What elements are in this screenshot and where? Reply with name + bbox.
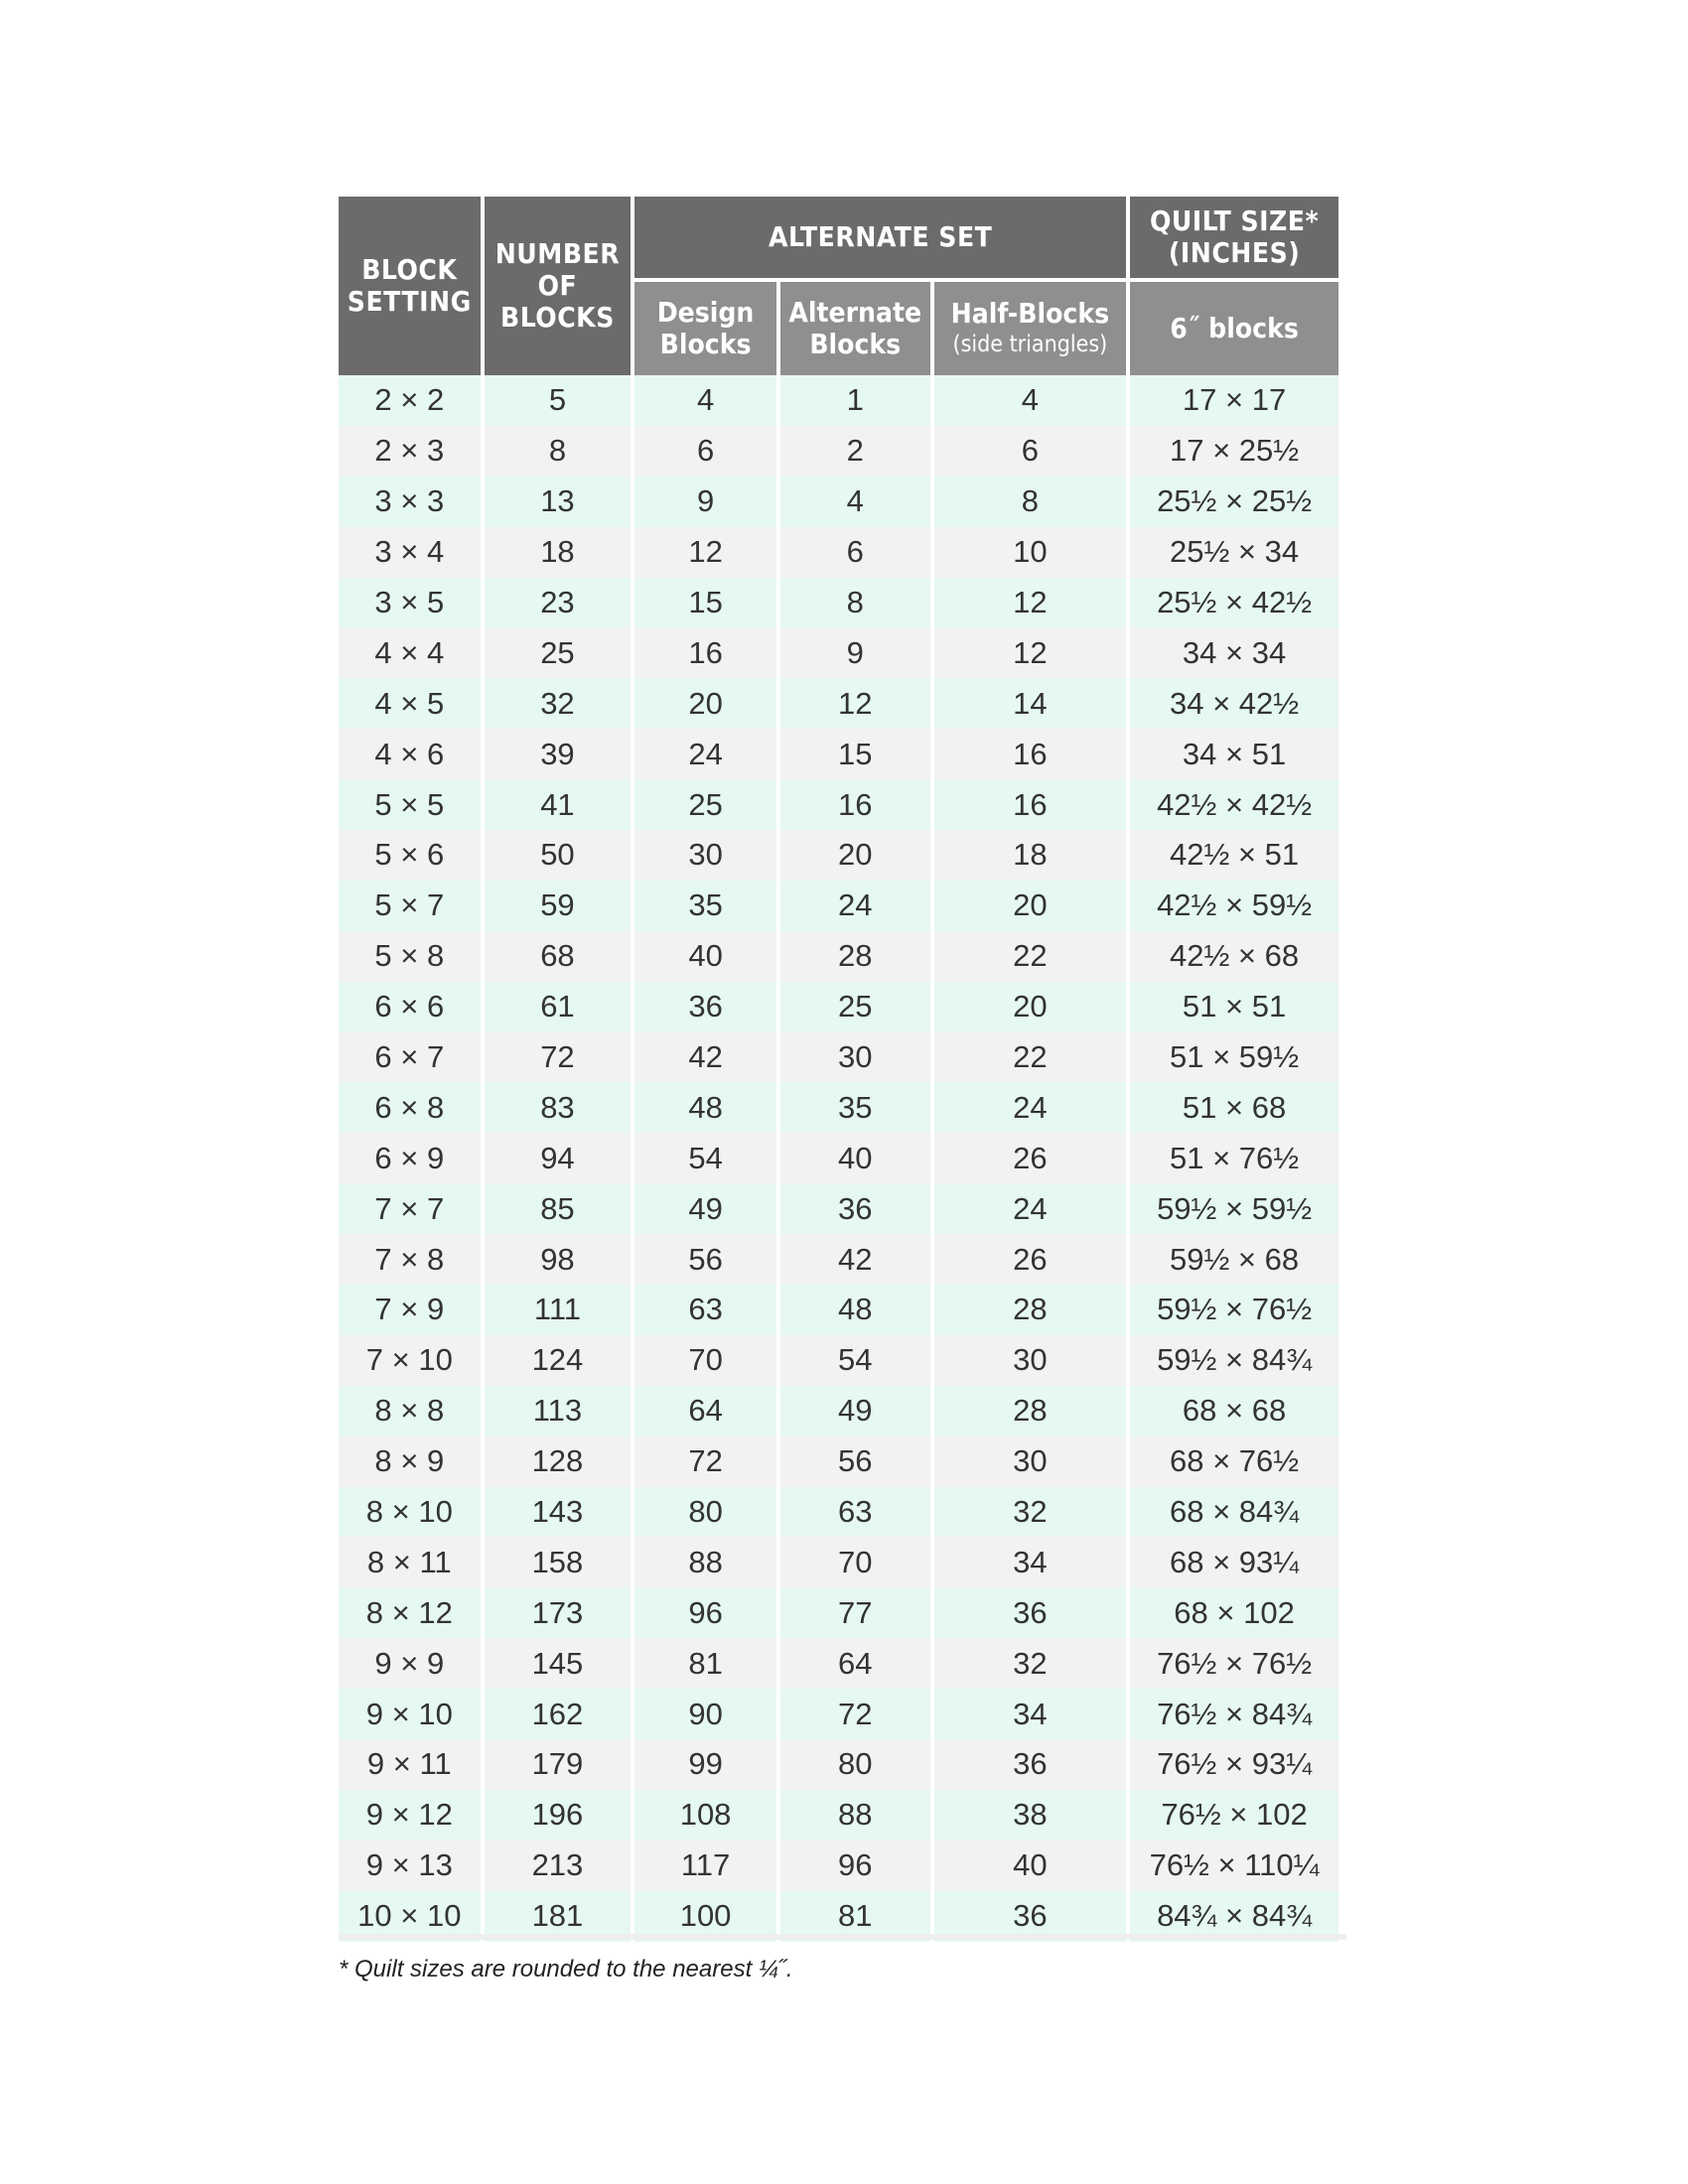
cell-number-of-blocks: 181 xyxy=(485,1891,632,1942)
cell-design-blocks: 88 xyxy=(634,1537,776,1587)
table-body xyxy=(339,375,1338,1942)
cell-number-of-blocks: 124 xyxy=(485,1335,632,1386)
cell-alternate-blocks: 25 xyxy=(780,982,930,1032)
cell-number-of-blocks: 98 xyxy=(485,1234,632,1285)
table-row xyxy=(339,477,1338,527)
cell-half-blocks: 28 xyxy=(934,1285,1127,1335)
table-row xyxy=(339,678,1338,729)
cell-alternate-blocks: 36 xyxy=(780,1183,930,1234)
cell-quilt-size: 25½ × 34 xyxy=(1130,527,1338,578)
cell-half-blocks: 30 xyxy=(934,1436,1127,1487)
cell-design-blocks: 81 xyxy=(634,1638,776,1689)
table-row xyxy=(339,1487,1338,1538)
cell-alternate-blocks: 20 xyxy=(780,830,930,881)
cell-quilt-size: 42½ × 42½ xyxy=(1130,779,1338,830)
cell-block-setting: 9 × 10 xyxy=(339,1689,481,1739)
cell-design-blocks: 16 xyxy=(634,627,776,678)
header-six-inch-blocks: 6˝ blocks xyxy=(1130,278,1338,375)
cell-quilt-size: 76½ × 110¼ xyxy=(1130,1841,1338,1891)
cell-quilt-size: 68 × 76½ xyxy=(1130,1436,1338,1487)
cell-alternate-blocks: 49 xyxy=(780,1386,930,1436)
cell-alternate-blocks: 80 xyxy=(780,1739,930,1790)
cell-alternate-blocks: 28 xyxy=(780,931,930,982)
cell-number-of-blocks: 72 xyxy=(485,1032,632,1083)
cell-alternate-blocks: 56 xyxy=(780,1436,930,1487)
cell-quilt-size: 76½ × 93¼ xyxy=(1130,1739,1338,1790)
table-row xyxy=(339,527,1338,578)
cell-number-of-blocks: 8 xyxy=(485,426,632,477)
cell-alternate-blocks: 24 xyxy=(780,881,930,931)
cell-block-setting: 5 × 6 xyxy=(339,830,481,881)
cell-design-blocks: 96 xyxy=(634,1587,776,1638)
cell-block-setting: 2 × 2 xyxy=(339,375,481,426)
cell-block-setting: 4 × 4 xyxy=(339,627,481,678)
cell-half-blocks: 10 xyxy=(934,527,1127,578)
cell-design-blocks: 117 xyxy=(634,1841,776,1891)
cell-block-setting: 9 × 11 xyxy=(339,1739,481,1790)
cell-quilt-size: 84¾ × 84¾ xyxy=(1130,1891,1338,1942)
cell-quilt-size: 51 × 76½ xyxy=(1130,1133,1338,1183)
cell-design-blocks: 49 xyxy=(634,1183,776,1234)
header-alternate-blocks: Alternate Blocks xyxy=(780,278,930,375)
cell-alternate-blocks: 54 xyxy=(780,1335,930,1386)
cell-design-blocks: 35 xyxy=(634,881,776,931)
cell-design-blocks: 30 xyxy=(634,830,776,881)
cell-half-blocks: 32 xyxy=(934,1487,1127,1538)
table-row xyxy=(339,931,1338,982)
cell-half-blocks: 26 xyxy=(934,1234,1127,1285)
cell-block-setting: 8 × 10 xyxy=(339,1487,481,1538)
cell-number-of-blocks: 32 xyxy=(485,678,632,729)
cell-number-of-blocks: 128 xyxy=(485,1436,632,1487)
cell-block-setting: 10 × 10 xyxy=(339,1891,481,1942)
table-row xyxy=(339,1234,1338,1285)
cell-quilt-size: 59½ × 68 xyxy=(1130,1234,1338,1285)
cell-number-of-blocks: 179 xyxy=(485,1739,632,1790)
cell-half-blocks: 26 xyxy=(934,1133,1127,1183)
cell-design-blocks: 25 xyxy=(634,779,776,830)
cell-block-setting: 9 × 9 xyxy=(339,1638,481,1689)
cell-alternate-blocks: 35 xyxy=(780,1082,930,1133)
cell-alternate-blocks: 96 xyxy=(780,1841,930,1891)
cell-quilt-size: 17 × 17 xyxy=(1130,375,1338,426)
table-row xyxy=(339,830,1338,881)
table-row xyxy=(339,578,1338,628)
table-row xyxy=(339,1790,1338,1841)
cell-quilt-size: 51 × 68 xyxy=(1130,1082,1338,1133)
cell-design-blocks: 56 xyxy=(634,1234,776,1285)
table-row xyxy=(339,1285,1338,1335)
cell-design-blocks: 36 xyxy=(634,982,776,1032)
cell-alternate-blocks: 42 xyxy=(780,1234,930,1285)
cell-alternate-blocks: 81 xyxy=(780,1891,930,1942)
table-row xyxy=(339,1689,1338,1739)
cell-alternate-blocks: 30 xyxy=(780,1032,930,1083)
cell-half-blocks: 18 xyxy=(934,830,1127,881)
header-quilt-size: QUILT SIZE* (INCHES) xyxy=(1130,197,1338,278)
cell-number-of-blocks: 196 xyxy=(485,1790,632,1841)
cell-block-setting: 8 × 11 xyxy=(339,1537,481,1587)
cell-half-blocks: 22 xyxy=(934,1032,1127,1083)
cell-number-of-blocks: 39 xyxy=(485,729,632,779)
cell-alternate-blocks: 1 xyxy=(780,375,930,426)
cell-alternate-blocks: 40 xyxy=(780,1133,930,1183)
cell-quilt-size: 51 × 51 xyxy=(1130,982,1338,1032)
table-row xyxy=(339,1082,1338,1133)
cell-number-of-blocks: 18 xyxy=(485,527,632,578)
cell-number-of-blocks: 113 xyxy=(485,1386,632,1436)
cell-number-of-blocks: 173 xyxy=(485,1587,632,1638)
cell-quilt-size: 68 × 93¼ xyxy=(1130,1537,1338,1587)
header-block-setting: BLOCK SETTING xyxy=(339,197,481,375)
cell-number-of-blocks: 61 xyxy=(485,982,632,1032)
cell-block-setting: 8 × 9 xyxy=(339,1436,481,1487)
table-row xyxy=(339,375,1338,426)
cell-design-blocks: 64 xyxy=(634,1386,776,1436)
cell-block-setting: 3 × 3 xyxy=(339,477,481,527)
cell-design-blocks: 6 xyxy=(634,426,776,477)
cell-half-blocks: 22 xyxy=(934,931,1127,982)
cell-block-setting: 6 × 9 xyxy=(339,1133,481,1183)
cell-half-blocks: 6 xyxy=(934,426,1127,477)
cell-half-blocks: 36 xyxy=(934,1587,1127,1638)
cell-quilt-size: 51 × 59½ xyxy=(1130,1032,1338,1083)
table-row xyxy=(339,1739,1338,1790)
cell-design-blocks: 63 xyxy=(634,1285,776,1335)
cell-quilt-size: 25½ × 42½ xyxy=(1130,578,1338,628)
cell-alternate-blocks: 4 xyxy=(780,477,930,527)
header-number-of-blocks: NUMBER OF BLOCKS xyxy=(485,197,632,375)
cell-alternate-blocks: 64 xyxy=(780,1638,930,1689)
cell-quilt-size: 34 × 42½ xyxy=(1130,678,1338,729)
cell-number-of-blocks: 59 xyxy=(485,881,632,931)
table-row xyxy=(339,1841,1338,1891)
cell-block-setting: 9 × 13 xyxy=(339,1841,481,1891)
table-row xyxy=(339,1386,1338,1436)
cell-number-of-blocks: 50 xyxy=(485,830,632,881)
cell-half-blocks: 28 xyxy=(934,1386,1127,1436)
cell-design-blocks: 100 xyxy=(634,1891,776,1942)
table-row xyxy=(339,426,1338,477)
cell-block-setting: 6 × 6 xyxy=(339,982,481,1032)
cell-alternate-blocks: 8 xyxy=(780,578,930,628)
cell-quilt-size: 17 × 25½ xyxy=(1130,426,1338,477)
cell-half-blocks: 38 xyxy=(934,1790,1127,1841)
cell-block-setting: 7 × 8 xyxy=(339,1234,481,1285)
cell-design-blocks: 48 xyxy=(634,1082,776,1133)
cell-design-blocks: 4 xyxy=(634,375,776,426)
cell-half-blocks: 20 xyxy=(934,881,1127,931)
cell-design-blocks: 12 xyxy=(634,527,776,578)
cell-quilt-size: 68 × 68 xyxy=(1130,1386,1338,1436)
cell-number-of-blocks: 5 xyxy=(485,375,632,426)
table-bottom-rule xyxy=(339,1934,1346,1940)
cell-alternate-blocks: 15 xyxy=(780,729,930,779)
cell-alternate-blocks: 9 xyxy=(780,627,930,678)
cell-quilt-size: 25½ × 25½ xyxy=(1130,477,1338,527)
cell-half-blocks: 36 xyxy=(934,1891,1127,1942)
cell-half-blocks: 36 xyxy=(934,1739,1127,1790)
cell-number-of-blocks: 25 xyxy=(485,627,632,678)
cell-half-blocks: 34 xyxy=(934,1537,1127,1587)
table-row xyxy=(339,1335,1338,1386)
cell-block-setting: 7 × 9 xyxy=(339,1285,481,1335)
cell-quilt-size: 68 × 84¾ xyxy=(1130,1487,1338,1538)
table-row xyxy=(339,1133,1338,1183)
cell-design-blocks: 80 xyxy=(634,1487,776,1538)
cell-quilt-size: 76½ × 102 xyxy=(1130,1790,1338,1841)
table-row xyxy=(339,779,1338,830)
cell-half-blocks: 16 xyxy=(934,779,1127,830)
cell-block-setting: 6 × 8 xyxy=(339,1082,481,1133)
cell-design-blocks: 15 xyxy=(634,578,776,628)
header-design-blocks: Design Blocks xyxy=(634,278,776,375)
cell-block-setting: 6 × 7 xyxy=(339,1032,481,1083)
cell-block-setting: 4 × 5 xyxy=(339,678,481,729)
cell-design-blocks: 108 xyxy=(634,1790,776,1841)
cell-number-of-blocks: 213 xyxy=(485,1841,632,1891)
cell-half-blocks: 20 xyxy=(934,982,1127,1032)
cell-quilt-size: 34 × 51 xyxy=(1130,729,1338,779)
cell-number-of-blocks: 85 xyxy=(485,1183,632,1234)
cell-number-of-blocks: 83 xyxy=(485,1082,632,1133)
cell-number-of-blocks: 68 xyxy=(485,931,632,982)
cell-half-blocks: 14 xyxy=(934,678,1127,729)
cell-number-of-blocks: 162 xyxy=(485,1689,632,1739)
cell-quilt-size: 68 × 102 xyxy=(1130,1587,1338,1638)
cell-number-of-blocks: 94 xyxy=(485,1133,632,1183)
cell-alternate-blocks: 16 xyxy=(780,779,930,830)
cell-block-setting: 5 × 8 xyxy=(339,931,481,982)
cell-block-setting: 3 × 4 xyxy=(339,527,481,578)
header-half-blocks-sub: (side triangles) xyxy=(952,332,1108,357)
cell-alternate-blocks: 12 xyxy=(780,678,930,729)
cell-quilt-size: 59½ × 59½ xyxy=(1130,1183,1338,1234)
table-row xyxy=(339,627,1338,678)
cell-block-setting: 4 × 6 xyxy=(339,729,481,779)
cell-half-blocks: 12 xyxy=(934,578,1127,628)
cell-design-blocks: 54 xyxy=(634,1133,776,1183)
table-row xyxy=(339,1587,1338,1638)
cell-alternate-blocks: 63 xyxy=(780,1487,930,1538)
table-row xyxy=(339,1183,1338,1234)
cell-number-of-blocks: 13 xyxy=(485,477,632,527)
cell-alternate-blocks: 88 xyxy=(780,1790,930,1841)
cell-number-of-blocks: 41 xyxy=(485,779,632,830)
cell-number-of-blocks: 23 xyxy=(485,578,632,628)
cell-half-blocks: 12 xyxy=(934,627,1127,678)
cell-half-blocks: 24 xyxy=(934,1082,1127,1133)
cell-alternate-blocks: 48 xyxy=(780,1285,930,1335)
cell-half-blocks: 32 xyxy=(934,1638,1127,1689)
cell-alternate-blocks: 2 xyxy=(780,426,930,477)
table-row xyxy=(339,881,1338,931)
cell-quilt-size: 59½ × 76½ xyxy=(1130,1285,1338,1335)
cell-number-of-blocks: 143 xyxy=(485,1487,632,1538)
table-row xyxy=(339,1537,1338,1587)
footnote: * Quilt sizes are rounded to the nearest ¼˝. xyxy=(339,1956,793,1982)
cell-block-setting: 7 × 7 xyxy=(339,1183,481,1234)
cell-quilt-size: 59½ × 84¾ xyxy=(1130,1335,1338,1386)
cell-quilt-size: 42½ × 59½ xyxy=(1130,881,1338,931)
cell-block-setting: 8 × 12 xyxy=(339,1587,481,1638)
header-half-blocks-label: Half-Blocks xyxy=(950,297,1110,330)
cell-design-blocks: 90 xyxy=(634,1689,776,1739)
table-row xyxy=(339,1436,1338,1487)
cell-alternate-blocks: 6 xyxy=(780,527,930,578)
cell-design-blocks: 24 xyxy=(634,729,776,779)
cell-quilt-size: 42½ × 51 xyxy=(1130,830,1338,881)
cell-design-blocks: 99 xyxy=(634,1739,776,1790)
cell-number-of-blocks: 158 xyxy=(485,1537,632,1587)
cell-quilt-size: 34 × 34 xyxy=(1130,627,1338,678)
cell-half-blocks: 16 xyxy=(934,729,1127,779)
cell-design-blocks: 70 xyxy=(634,1335,776,1386)
cell-half-blocks: 24 xyxy=(934,1183,1127,1234)
cell-design-blocks: 40 xyxy=(634,931,776,982)
cell-block-setting: 3 × 5 xyxy=(339,578,481,628)
table-row xyxy=(339,982,1338,1032)
cell-block-setting: 8 × 8 xyxy=(339,1386,481,1436)
cell-block-setting: 9 × 12 xyxy=(339,1790,481,1841)
cell-half-blocks: 40 xyxy=(934,1841,1127,1891)
header-half-blocks xyxy=(934,278,1127,375)
cell-half-blocks: 30 xyxy=(934,1335,1127,1386)
cell-design-blocks: 72 xyxy=(634,1436,776,1487)
cell-design-blocks: 42 xyxy=(634,1032,776,1083)
cell-half-blocks: 4 xyxy=(934,375,1127,426)
header-alternate-set: ALTERNATE SET xyxy=(634,197,1126,278)
table-row xyxy=(339,729,1338,779)
cell-block-setting: 7 × 10 xyxy=(339,1335,481,1386)
cell-alternate-blocks: 72 xyxy=(780,1689,930,1739)
cell-block-setting: 5 × 7 xyxy=(339,881,481,931)
cell-block-setting: 2 × 3 xyxy=(339,426,481,477)
cell-number-of-blocks: 145 xyxy=(485,1638,632,1689)
cell-number-of-blocks: 111 xyxy=(485,1285,632,1335)
cell-alternate-blocks: 70 xyxy=(780,1537,930,1587)
cell-alternate-blocks: 77 xyxy=(780,1587,930,1638)
cell-block-setting: 5 × 5 xyxy=(339,779,481,830)
cell-quilt-size: 76½ × 84¾ xyxy=(1130,1689,1338,1739)
cell-design-blocks: 9 xyxy=(634,477,776,527)
cell-half-blocks: 8 xyxy=(934,477,1127,527)
quilt-size-table xyxy=(335,197,1342,1942)
table-row xyxy=(339,1032,1338,1083)
cell-quilt-size: 42½ × 68 xyxy=(1130,931,1338,982)
table-row xyxy=(339,1638,1338,1689)
cell-design-blocks: 20 xyxy=(634,678,776,729)
cell-half-blocks: 34 xyxy=(934,1689,1127,1739)
cell-quilt-size: 76½ × 76½ xyxy=(1130,1638,1338,1689)
